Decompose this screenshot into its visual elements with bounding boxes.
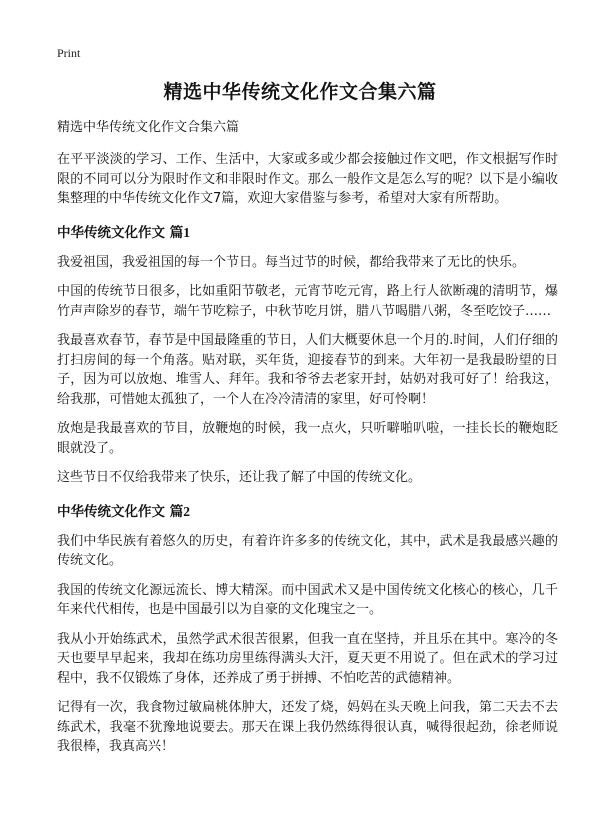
paragraph: 这些节日不仅给我带来了快乐，还让我了解了中国的传统文化。: [57, 470, 422, 485]
section-heading-text: 中华传统文化作文: [57, 224, 165, 241]
document-subtitle: 精选中华传统文化作文合集六篇: [57, 120, 240, 135]
paragraph: 中国的传统节日很多，比如重阳节敬老，元宵节吃元宵，路上行人欲断魂的清明节，爆竹声声除岁的春节，端午节吃粽子，中秋节吃月饼，腊八节喝腊八粥，冬至吃饺子……: [57, 284, 558, 319]
article-body: [57, 118, 558, 767]
section-heading-text: 中华传统文化作文: [57, 503, 165, 520]
section-number: 篇1: [169, 224, 190, 240]
section-heading-2: [57, 502, 558, 522]
paragraph: 记得有一次，我食物过敏扁桃体肿大，还发了烧，妈妈在头天晚上问我，第二天去不去练武术，我毫不犹豫地说要去。那天在课上我仍然练得很认真，喊得很起劲，徐老师说我很棒，我真高兴！: [57, 700, 558, 754]
paragraph: 我国的传统文化源远流长、博大精深。而中国武术又是中国传统文化核心的核心，几千年来代代相传，也是中国最引以为自豪的文化瑰宝之一。: [57, 582, 558, 617]
paragraph: 我从小开始练武术，虽然学武术很苦很累，但我一直在坚持，并且乐在其中。寒冷的冬天也要早早起来，我却在练功房里练得满头大汗，夏天更不用说了。但在武术的学习过程中，我不仅锻炼了身体，还养成了勇于拼搏、不怕吃苦的武德精神。: [57, 631, 558, 686]
paragraph: 我爱祖国，我爱祖国的每一个节日。每当过节的时候，都给我带来了无比的快乐。: [57, 254, 526, 270]
intro-paragraph: 在平平淡淡的学习、工作、生活中，大家或多或少都会接触过作文吧，作文根据写作时限的不同可以分为限时作文和非限时作文。那么一般作文是怎么写的呢？以下是小编收集整理的中华传统文化作文7篇，欢迎大家借鉴与参考，希望对大家有所帮助。: [57, 152, 558, 206]
section-number: 篇2: [169, 503, 190, 519]
paragraph: 我们中华民族有着悠久的历史，有着许许多多的传统文化，其中，武术是我最感兴趣的传统文化。: [57, 533, 558, 568]
paragraph: 我最喜欢春节，春节是中国最隆重的节日，人们大概要休息一个月的.时间，人们仔细的打扫房间的每一个角落。贴对联，买年货，迎接春节的到来。大年初一是我最盼望的日子，因为可以放炮、堆雪人、拜年。我和爷爷去老家开封，姑奶对我可好了！给我这，给我那，可惜她太孤独了，一个人在冷冷清清的家里，好可怜啊！: [57, 333, 558, 407]
page-title: 精选中华传统文化作文合集六篇: [163, 81, 437, 103]
print-link[interactable]: Print: [57, 46, 81, 60]
section-heading-1: [57, 223, 558, 243]
paragraph: 放炮是我最喜欢的节目，放鞭炮的时候，我一点火，只听噼啪叭啦，一挂长长的鞭炮眨眼就没了。: [57, 421, 558, 456]
